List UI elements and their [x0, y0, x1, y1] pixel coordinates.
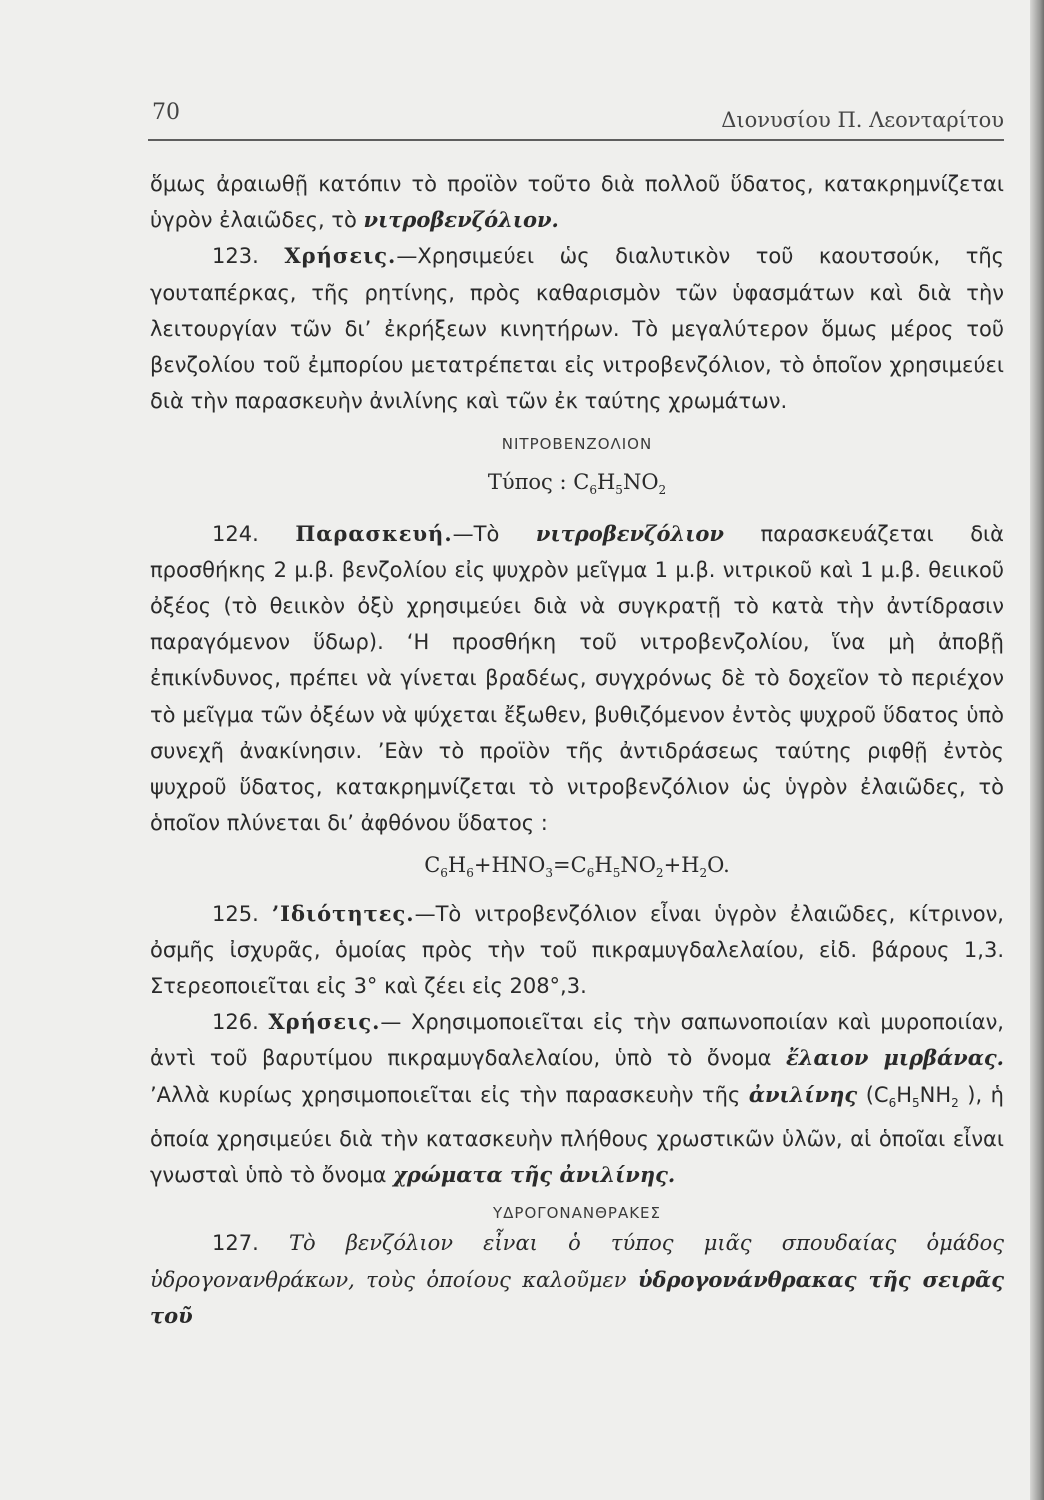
paragraph-126: 126. Χρήσεις.— Χρησιμοποιεῖται εἰς τὴν σαπωνοποιίαν καὶ μυροποιίαν, ἀντὶ τοῦ βαρυτίμου πικραμυγδαλελαίου, ὑπὸ τὸ ὄνομα ἔλαιον μιρβάνας. ’Αλλὰ κυρίως χρησιμοποιεῖται εἰς τὴν παρασκευὴν τῆς ἀνιλίνης ($C_6H_5NH_2$ ), ἡ ὁποία χρησιμεύει διὰ τὴν κατασκευὴν πλήθους χρωστικῶν ὑλῶν, αἱ ὁποῖαι εἶναι γνωσταὶ ὑπὸ τὸ ὄνομα χρώματα τῆς ἀνιλίνης.: [150, 1009, 1004, 1188]
page-edge-shadow: [1030, 0, 1044, 1500]
term-nitrobenzene: νιτροβενζόλιον: [535, 520, 724, 546]
paragraph-heading: Χρήσεις.: [284, 243, 397, 269]
term-hydrocarbon-series: ὑδρογονάνθρακας τῆς σειρᾶς τοῦ: [150, 1266, 1004, 1328]
reaction-equation: $C_6H_6+HNO_3=C_6H_5NO_2+H_2O$.: [424, 853, 730, 881]
aniline-formula: ($C_6H_5NH_2$ ),: [857, 1082, 983, 1110]
term-aniline: ἀνιλίνης: [748, 1081, 858, 1107]
section-title-hydrocarbons: ΥΔΡΟΓΟΝΑΝΘΡΑΚΕΣ: [492, 1204, 662, 1223]
paragraph-number: 124.: [212, 521, 259, 546]
section-title-nitrobenzene: ΝΙΤΡΟΒΕΝΖΟΛΙΟΝ: [501, 435, 653, 454]
paragraph-heading: Χρήσεις.: [268, 1009, 381, 1035]
paragraph-number: 126.: [212, 1010, 259, 1035]
paragraph-text: παρασκευάζεται διὰ προσθήκης 2 μ.β. βενζολίου εἰς ψυχρὸν μεῖγμα 1 μ.β. νιτρικοῦ καὶ 1 μ.β. θειικοῦ ὀξέος (τὸ θειικὸν ὀξὺ χρησιμεύει διὰ νὰ συγκρατῇ τὸ κατὰ τὴν ἀντίδρασιν παραγόμενον ὕδωρ). ‘Η προσθήκη τοῦ νιτροβενζολίου, ἵνα μὴ ἀποβῇ ἐπικίνδυνος, πρέπει νὰ γίνεται βραδέως, συγχρόνως δὲ τὸ δοχεῖον τὸ περιέχον τὸ μεῖγμα τῶν ὀξέων νὰ ψύχεται ἔξωθεν, βυθιζόμενον ἐντὸς ψυχροῦ ὕδατος ὑπὸ συνεχῆ ἀνακίνησιν. ’Εὰν τὸ προϊὸν τῆς ἀντιδράσεως ταύτης ριφθῇ ἐντὸς ψυχροῦ ὕδατος, κατακρημνίζεται τὸ νιτροβενζόλιον ὡς ὑγρὸν ἐλαιῶδες, τὸ ὁποῖον πλύνεται δι’ ἀφθόνου ὕδατος :: [150, 521, 1004, 836]
paragraph-123: [150, 238, 1004, 419]
page-body: [150, 166, 1004, 1334]
term-mirbane-oil: ἔλαιον μιρβάνας.: [786, 1045, 1004, 1071]
formula: $C_6H_5NO_2$: [573, 470, 667, 498]
paragraph-text: —Τὸ νιτροβενζόλιον εἶναι ὑγρὸν ἐλαιῶδες, κίτρινον, ὀσμῆς ἰσχυρᾶς, ὁμοίας πρὸς τὴν τοῦ πικραμυγδαλελαίου, εἰδ. βάρους 1,3. Στερεοποιεῖται εἰς 3° καὶ ζέει εἰς 208°,3.: [150, 901, 1004, 999]
paragraph-125: [150, 896, 1004, 1005]
paragraph-intro: [150, 166, 1004, 238]
paragraph-127: [150, 1225, 1004, 1334]
formula-line: [150, 467, 1004, 505]
header-rule: [148, 139, 1004, 141]
paragraph-number: 125.: [212, 901, 259, 926]
page-number: 70: [152, 100, 180, 125]
intro-text: ὅμως ἀραιωθῇ κατόπιν τὸ προϊὸν τοῦτο διὰ πολλοῦ ὕδατος, κατακρημνίζεται ὑγρὸν ἐλαιῶδες, τὸ: [150, 172, 1004, 233]
paragraph-heading: ’Ιδιότητες.: [271, 900, 415, 926]
running-head: Διονυσίου Π. Λεονταρίτου: [721, 108, 1004, 132]
paragraph-text: —Χρησιμεύει ὡς διαλυτικὸν τοῦ καουτσούκ, τῆς γουταπέρκας, τῆς ρητίνης, πρὸς καθαρισμὸν τῶν ὑφασμάτων καὶ διὰ τὴν λειτουργίαν τῶν δι’ ἐκρήξεων κινητήρων. Τὸ μεγαλύτερον ὅμως μέρος τοῦ βενζολίου τοῦ ἐμπορίου μετατρέπεται εἰς νιτροβενζόλιον, τὸ ὁποῖον χρησιμεύει διὰ τὴν παρασκευὴν ἀνιλίνης καὶ τῶν ἐκ ταύτης χρωμάτων.: [150, 244, 1004, 414]
paragraph-124: 124. Παρασκευή.—Τὸ νιτροβενζόλιον παρασκευάζεται διὰ προσθήκης 2 μ.β. βενζολίου εἰς ψυχρὸν μεῖγμα 1 μ.β. νιτρικοῦ καὶ 1 μ.β. θειικοῦ ὀξέος (τὸ θειικὸν ὀξὺ χρησιμεύει διὰ νὰ συγκρατῇ τὸ κατὰ τὴν ἀντίδρασιν παραγόμενον ὕδωρ). ‘Η προσθήκη τοῦ νιτροβενζολίου, ἵνα μὴ ἀποβῇ ἐπικίνδυνος, πρέπει νὰ γίνεται βραδέως, συγχρόνως δὲ τὸ δοχεῖον τὸ περιέχον τὸ μεῖγμα τῶν ὀξέων νὰ ψύχεται ἔξωθεν, βυθιζόμενον ἐντὸς ψυχροῦ ὕδατος ὑπὸ συνεχῆ ἀνακίνησιν. ’Εὰν τὸ προϊὸν τῆς ἀντιδράσεως ταύτης ριφθῇ ἐντὸς ψυχροῦ ὕδατος, κατακρημνίζεται τὸ νιτροβενζόλιον ὡς ὑγρὸν ἐλαιῶδες, τὸ ὁποῖον πλύνεται δι’ ἀφθόνου ὕδατος :: [150, 520, 1004, 836]
paragraph-heading: Παρασκευή.: [295, 520, 453, 546]
paragraph-text: Τὸ βενζόλιον εἶναι ὁ τύπος μιᾶς σπουδαίας ὁμάδος ὑδρογονανθράκων, τοὺς ὁποίους καλοῦμεν: [150, 1231, 1004, 1292]
term-nitrobenzene: νιτροβενζόλιον.: [363, 207, 559, 233]
paragraph-number: 123.: [212, 244, 259, 269]
formula-label: Τύπος :: [487, 470, 567, 495]
term-aniline-dyes: χρώματα τῆς ἀνιλίνης.: [393, 1162, 676, 1188]
paragraph-number: 127.: [212, 1231, 259, 1256]
